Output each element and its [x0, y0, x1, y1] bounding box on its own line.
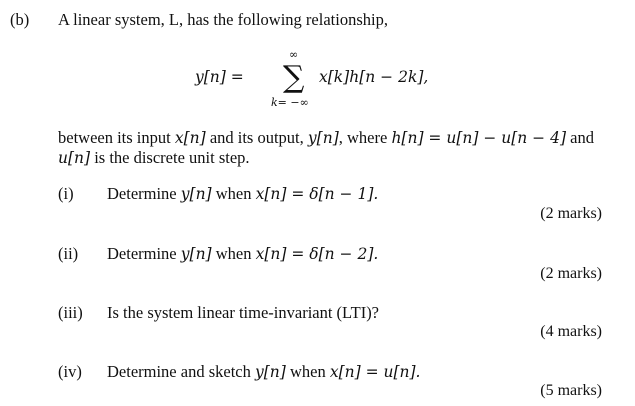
summation [271, 48, 311, 118]
part-label: (b) [10, 10, 30, 29]
question-text-part: Determine [107, 184, 181, 203]
marks-label: (4 marks) [540, 323, 602, 340]
math-y: y[n] [180, 185, 212, 203]
question-number: (iii) [58, 303, 83, 322]
body-text: between its input [58, 128, 175, 147]
question-number: (iv) [58, 362, 82, 381]
display-equation [195, 48, 455, 118]
math-input-condition: x[n] = δ[n − 1]. [255, 185, 379, 203]
question-text-part: Determine and sketch [107, 362, 255, 381]
question-text [107, 362, 420, 382]
sum-upper-limit: ∞ [289, 48, 299, 61]
body-text: and its output, [205, 128, 308, 147]
question-text-part: Determine [107, 244, 181, 263]
sum-lower-limit: k= −∞ [271, 96, 309, 109]
math-u: u[n] [58, 149, 91, 167]
marks-label: (2 marks) [540, 205, 602, 222]
question-text-part: when [285, 362, 330, 381]
intro-text: A linear system, L, has the following relationship, [58, 10, 388, 29]
body-text: and [566, 128, 594, 147]
question-number: (i) [58, 184, 74, 203]
math-y: y[n] [307, 129, 339, 147]
body-line-1 [58, 128, 594, 148]
equation-rhs: x[k]h[n − 2k], [319, 68, 429, 86]
body-text: , where [338, 128, 392, 147]
marks-label: (2 marks) [540, 265, 602, 282]
question-text-part: when [211, 184, 256, 203]
question-text: Is the system linear time-invariant (LTI)? [107, 303, 380, 322]
math-x: x[n] [174, 129, 206, 147]
math-y: y[n] [254, 363, 286, 381]
body-text: is the discrete unit step. [90, 148, 250, 167]
question-text-part: when [211, 244, 256, 263]
math-y: y[n] [180, 245, 212, 263]
question-number: (ii) [58, 244, 79, 263]
marks-label: (5 marks) [540, 382, 602, 399]
math-input-condition: x[n] = u[n]. [329, 363, 421, 381]
sigma-symbol: ∑ [283, 60, 305, 95]
equation-lhs: y[n] = [195, 68, 244, 86]
question-text [107, 184, 378, 204]
question-text [107, 244, 378, 264]
math-h-definition: h[n] = u[n] − u[n − 4] [391, 129, 567, 147]
math-input-condition: x[n] = δ[n − 2]. [255, 245, 379, 263]
body-line-2 [58, 148, 250, 168]
